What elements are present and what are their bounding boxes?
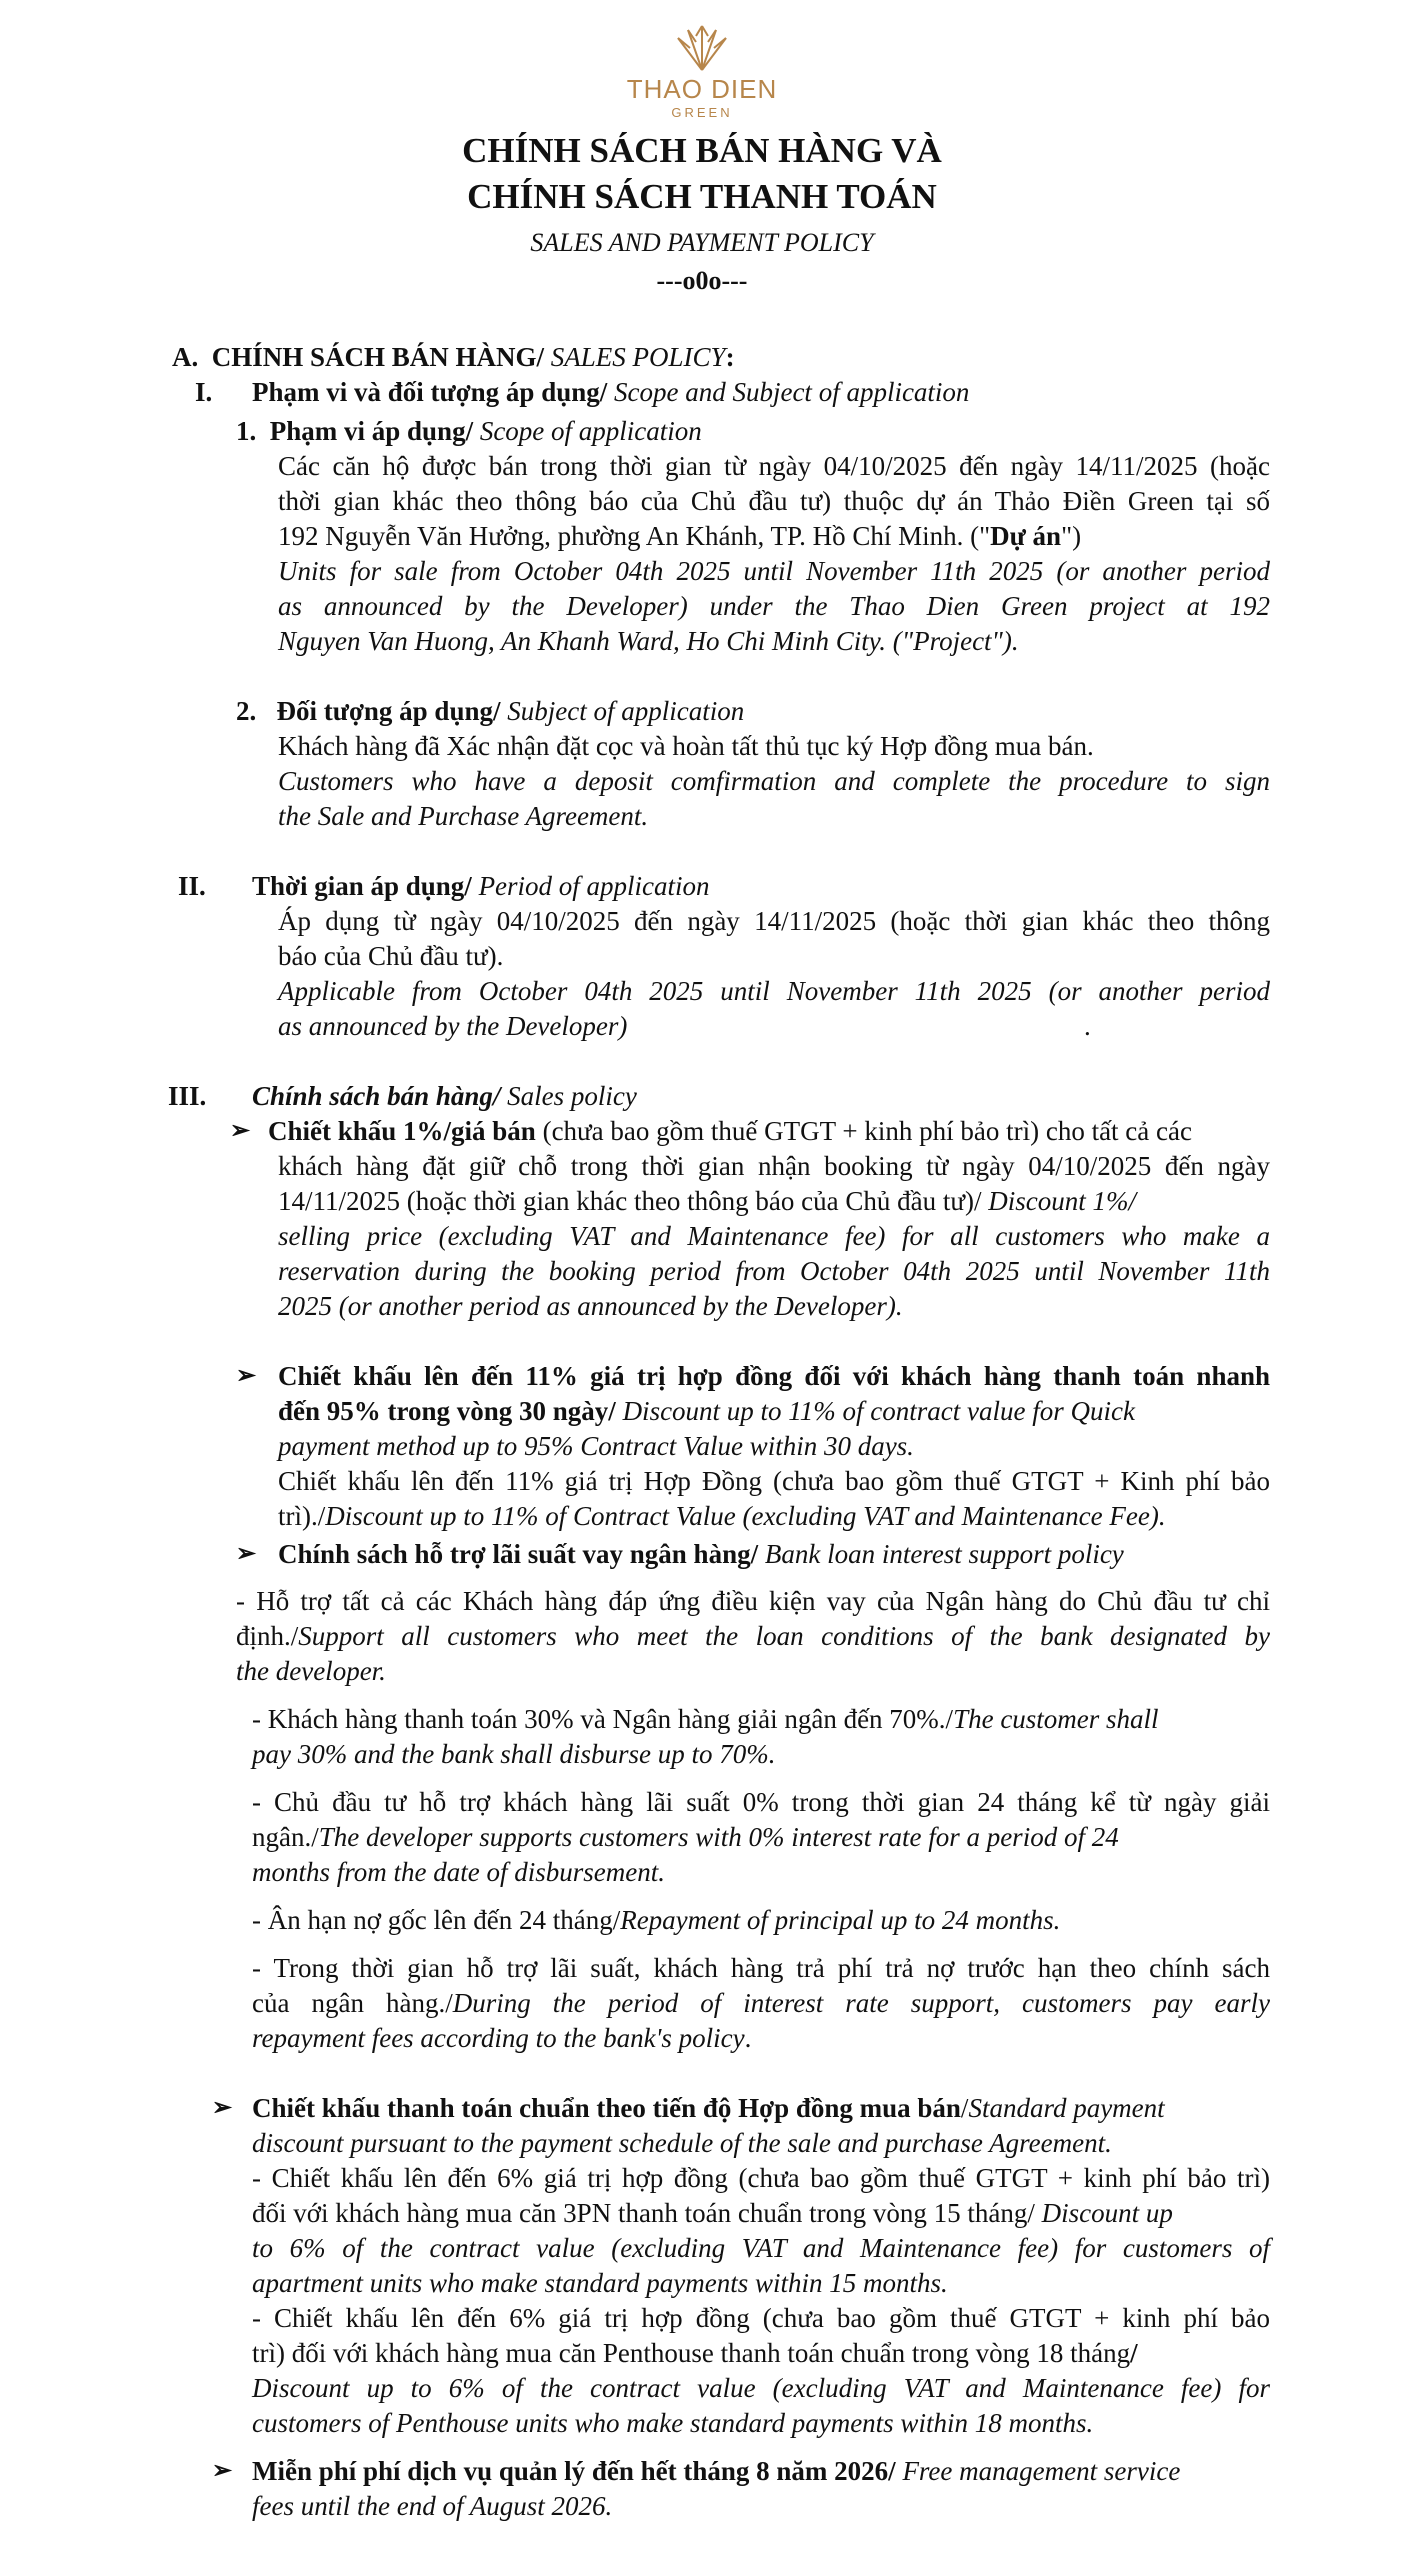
section-1-bold: Phạm vi và đối tượng áp dụng/: [252, 377, 608, 407]
b2-line-4: Chiết khấu lên đến 11% giá trị Hợp Đồng (chưa bao gồm thuế GTGT + Kinh phí bảo: [278, 1466, 1270, 1496]
section-2-en-2: as announced by the Developer): [278, 1011, 628, 1041]
brand-sub: GREEN: [671, 105, 733, 120]
b3-d1-b: [236, 1619, 1270, 1654]
b4-line-4: [252, 2196, 1173, 2231]
title-line-2: CHÍNH SÁCH THANH TOÁN: [467, 177, 937, 216]
item-1-heading: [236, 414, 702, 449]
roman-2: II.: [178, 871, 206, 901]
b4-line-9: Discount up to 6% of the contract value (excluding VAT and Maintenance fee) for: [252, 2373, 1270, 2403]
b3-d4a: - Ân hạn nợ gốc lên đến 24 tháng/: [252, 1905, 621, 1935]
b3-d5d: repayment fees according to the bank's policy: [252, 2023, 745, 2053]
b5-italic: Free management service: [895, 2456, 1181, 2486]
b1-line-5: reservation during the booking period from October 04th 2025 until November 11th: [278, 1256, 1270, 1286]
b2-l5a: trì)./: [278, 1501, 326, 1531]
b3-heading: [278, 1537, 1124, 1572]
arrow-bullet-icon: ➢: [236, 1363, 257, 1389]
b4-italic: Standard payment: [968, 2093, 1165, 2123]
b3-d5-a: - Trong thời gian hỗ trợ lãi suất, khách hàng trả phí trả nợ trước hạn theo chính sách: [252, 1953, 1270, 1983]
b3-d1-d: the developer.: [236, 1656, 386, 1686]
arrow-bullet-icon: ➢: [236, 1541, 257, 1567]
b3-d4b: Repayment of principal up to 24 months.: [620, 1905, 1061, 1935]
b4-line-1: [252, 2091, 1165, 2126]
b4-l4b: Discount up: [1034, 2198, 1173, 2228]
b3-d2-a: [252, 1702, 1159, 1737]
brand-name: THAO DIEN: [626, 74, 778, 104]
item-2-en-1: Customers who have a deposit comfirmation and complete the procedure to sign: [278, 766, 1270, 796]
b1-line-3: [278, 1184, 1136, 1219]
b4-line-5: to 6% of the contract value (excluding VAT and Maintenance fee) for customers of: [252, 2233, 1270, 2263]
b4-l4a: đối với khách hàng mua căn 3PN thanh toán chuẩn trong vòng 15 tháng/: [252, 2198, 1035, 2228]
section-2-dot: .: [1084, 1011, 1091, 1041]
section-2-vi-2: báo của Chủ đầu tư).: [278, 941, 504, 971]
section-1-heading: [252, 375, 969, 410]
brand-logo: [0, 20, 1404, 120]
b4-bold: Chiết khấu thanh toán chuẩn theo tiến độ Hợp đồng mua bán: [252, 2093, 961, 2123]
b3-d5-b: [252, 1986, 1270, 2021]
item-1-vi-3c: "): [1061, 521, 1082, 551]
item-1-italic: Scope of application: [479, 416, 702, 446]
section-2-italic: Period of application: [478, 871, 710, 901]
item-2-en-2: the Sale and Purchase Agreement.: [278, 801, 649, 831]
arrow-bullet-icon: ➢: [230, 1118, 251, 1144]
b3-d2b: The customer shall: [953, 1704, 1159, 1734]
section-3-italic: Sales policy: [507, 1081, 637, 1111]
b2-l2b: Discount up to 11% of contract value for Quick: [615, 1396, 1135, 1426]
section-3-bold: Chính sách bán hàng/: [252, 1081, 501, 1111]
section-2-vi-1: Áp dụng từ ngày 04/10/2025 đến ngày 14/11/2025 (hoặc thời gian khác theo thông: [278, 906, 1270, 936]
arrow-bullet-icon: ➢: [212, 2095, 233, 2121]
section-a-label: A.: [172, 342, 199, 372]
b3-d5e: .: [744, 2023, 752, 2053]
b1-l3b: Discount 1%/: [981, 1186, 1137, 1216]
b1-bold: Chiết khấu 1%/giá bán: [268, 1116, 536, 1146]
item-1-vi-2: thời gian khác theo thông báo của Chủ đầu tư) thuộc dự án Thảo Điền Green tại số: [278, 486, 1270, 516]
arrow-bullet-icon: ➢: [212, 2458, 233, 2484]
section-2-en-1: Applicable from October 04th 2025 until November 11th 2025 (or another period: [278, 976, 1270, 1006]
b2-line-1: Chiết khấu lên đến 11% giá trị hợp đồng đối với khách hàng thanh toán nhanh: [278, 1361, 1270, 1391]
b3-bold: Chính sách hỗ trợ lãi suất vay ngân hàng/: [278, 1539, 759, 1569]
item-2-heading: [236, 694, 744, 729]
item-1-vi-3a: 192 Nguyễn Văn Hưởng, phường An Khánh, TP. Hồ Chí Minh. (": [278, 521, 991, 551]
subtitle: SALES AND PAYMENT POLICY: [530, 228, 874, 257]
b3-d3-b: [252, 1820, 1119, 1855]
b1-line-2: khách hàng đặt giữ chỗ trong thời gian nhận booking từ ngày 04/10/2025 đến ngày: [278, 1151, 1270, 1181]
section-a-heading: [172, 340, 735, 375]
item-1-bold: Phạm vi áp dụng/: [269, 416, 474, 446]
b4-line-6: apartment units who make standard payments within 15 months.: [252, 2268, 948, 2298]
b4-l8a: trì) đối với khách hàng mua căn Penthouse thanh toán chuẩn trong vòng 18 tháng: [252, 2338, 1131, 2368]
b1-l3a: 14/11/2025 (hoặc thời gian khác theo thông báo của Chủ đầu tư)/: [278, 1186, 982, 1216]
b3-italic: Bank loan interest support policy: [758, 1539, 1124, 1569]
b3-d2a: - Khách hàng thanh toán 30% và Ngân hàng giải ngân đến 70%./: [252, 1704, 954, 1734]
section-a-bold: CHÍNH SÁCH BÁN HÀNG/: [211, 342, 545, 372]
b3-d5b: của ngân hàng./: [252, 1988, 453, 2018]
b4-l8b: /: [1130, 2338, 1138, 2368]
b4-slash: /: [960, 2093, 969, 2123]
item-1-en-1: Units for sale from October 04th 2025 until November 11th 2025 (or another period: [278, 556, 1270, 586]
b4-line-3: - Chiết khấu lên đến 6% giá trị hợp đồng (chưa bao gồm thuế GTGT + kinh phí bảo trì): [252, 2163, 1270, 2193]
item-1-en-3: Nguyen Van Huong, An Khanh Ward, Ho Chi Minh City. ("Project").: [278, 626, 1019, 656]
section-2-bold: Thời gian áp dụng/: [252, 871, 472, 901]
roman-1: I.: [195, 377, 213, 407]
b3-d3-d: months from the date of disbursement.: [252, 1857, 665, 1887]
b1-line-4: selling price (excluding VAT and Maintenance fee) for all customers who make a: [278, 1221, 1270, 1251]
item-1-vi-3: [278, 519, 1081, 554]
title-line-1: CHÍNH SÁCH BÁN HÀNG VÀ: [462, 131, 942, 170]
b3-d5-d: [252, 2021, 751, 2056]
b3-d5c: During the period of interest rate support, customers pay early: [452, 1988, 1271, 2018]
b2-line-5: [278, 1499, 1166, 1534]
b1-l1: (chưa bao gồm thuế GTGT + kinh phí bảo trì) cho tất cả các: [535, 1116, 1192, 1146]
b3-d1b: định./: [236, 1621, 299, 1651]
b5-line-2: fees until the end of August 2026.: [252, 2491, 613, 2521]
leaf-logo-icon: [670, 20, 734, 72]
b5-bold: Miễn phí phí dịch vụ quản lý đến hết tháng 8 năm 2026/: [252, 2456, 896, 2486]
item-1-vi-3b: Dự án: [990, 521, 1062, 551]
b3-d1c: Support all customers who meet the loan conditions of the bank designated by: [298, 1621, 1270, 1651]
b3-d2-c: pay 30% and the bank shall disburse up to 70%.: [252, 1739, 776, 1769]
b1-line-6: 2025 (or another period as announced by the Developer).: [278, 1291, 903, 1321]
item-2-vi-1: Khách hàng đã Xác nhận đặt cọc và hoàn tất thủ tục ký Hợp đồng mua bán.: [278, 731, 1094, 761]
b3-d3-a: - Chủ đầu tư hỗ trợ khách hàng lãi suất 0% trong thời gian 24 tháng kể từ ngày giải: [252, 1787, 1270, 1817]
b4-line-8: [252, 2336, 1138, 2371]
b3-d4: [252, 1903, 1060, 1938]
b2-l2a: đến 95% trong vòng 30 ngày/: [278, 1396, 616, 1426]
section-a-colon: :: [725, 342, 735, 372]
item-1-vi-1: Các căn hộ được bán trong thời gian từ ngày 04/10/2025 đến ngày 14/11/2025 (hoặc: [278, 451, 1270, 481]
section-3-heading: [252, 1079, 637, 1114]
b1-line-1: [268, 1114, 1192, 1149]
b2-line-2: [278, 1394, 1135, 1429]
roman-3: III.: [168, 1081, 207, 1111]
b5-line-1: [252, 2454, 1180, 2489]
section-a-italic: SALES POLICY: [550, 342, 726, 372]
b4-line-2: discount pursuant to the payment schedule of the sale and purchase Agreement.: [252, 2128, 1112, 2158]
item-1-num: 1.: [236, 416, 257, 446]
b3-d3c: The developer supports customers with 0% interest rate for a period of 24: [318, 1822, 1119, 1852]
b2-l5b: Discount up to 11% of Contract Value (excluding VAT and Maintenance Fee).: [325, 1501, 1166, 1531]
b3-d3b: ngân./: [252, 1822, 319, 1852]
item-2-bold: Đối tượng áp dụng/: [276, 696, 501, 726]
section-2-heading: [252, 869, 710, 904]
section-1-italic: Scope and Subject of application: [614, 377, 970, 407]
item-2-italic: Subject of application: [507, 696, 745, 726]
separator: ---o0o---: [656, 266, 748, 295]
b2-line-3: payment method up to 95% Contract Value within 30 days.: [278, 1431, 914, 1461]
b4-line-7: - Chiết khấu lên đến 6% giá trị hợp đồng (chưa bao gồm thuế GTGT + kinh phí bảo: [252, 2303, 1270, 2333]
item-2-num: 2.: [236, 696, 257, 726]
b4-line-10: customers of Penthouse units who make standard payments within 18 months.: [252, 2408, 1094, 2438]
b3-d1-a: - Hỗ trợ tất cả các Khách hàng đáp ứng điều kiện vay của Ngân hàng do Chủ đầu tư chỉ: [236, 1586, 1270, 1616]
item-1-en-2: as announced by the Developer) under the Thao Dien Green project at 192: [278, 591, 1270, 621]
